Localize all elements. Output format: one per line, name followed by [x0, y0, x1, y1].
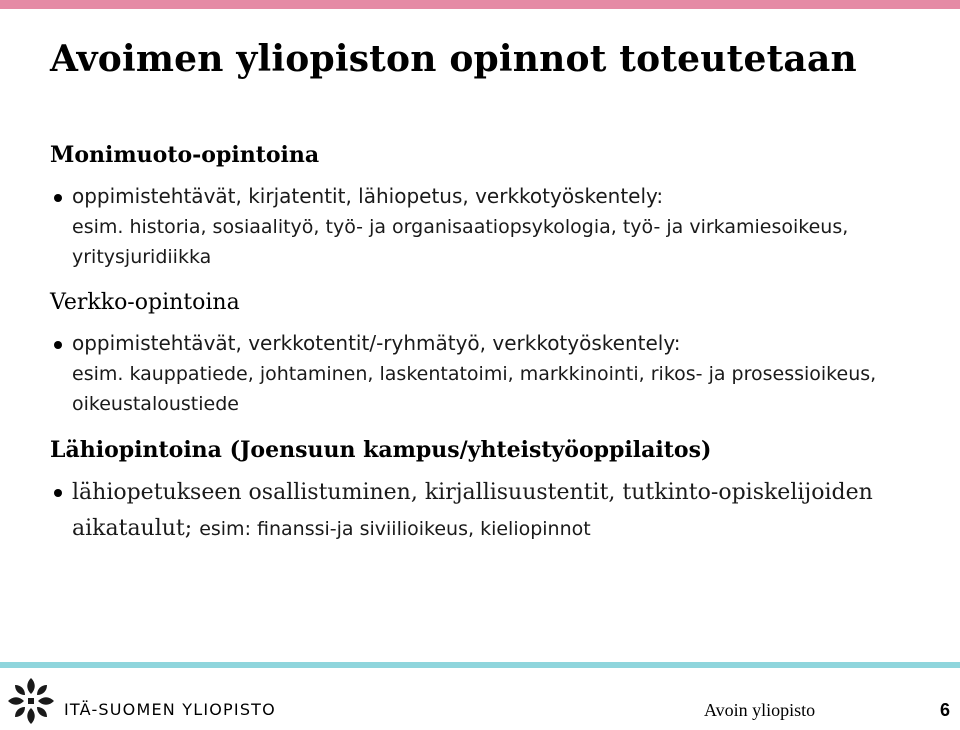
bullet-lahi [50, 475, 930, 547]
bullet-icon [54, 194, 62, 202]
section-heading-lahi: Lähiopintoina (Joensuun kampus/yhteistyöoppilaitos) [50, 437, 712, 463]
page-number: 6 [940, 700, 951, 720]
bullet-example-text: esim: finanssi-ja siviilioikeus, kieliopinnot [199, 518, 591, 540]
university-logo-icon [6, 676, 56, 726]
bullet-main-text: lähiopetukseen osallistuminen, kirjallisuustentit, tutkinto-opiskelijoiden aikataulut; [72, 480, 873, 541]
bullet-verkko [50, 327, 930, 419]
top-accent-bar [0, 0, 960, 9]
bullet-icon [54, 489, 62, 497]
bullet-monimuoto [50, 180, 930, 272]
bottom-accent-bar [0, 662, 960, 668]
section-heading-verkko: Verkko-opintoina [50, 290, 240, 315]
bullet-sub-text: esim. kauppatiede, johtaminen, laskentatoimi, markkinointi, rikos- ja prosessioikeus, oikeustaloustiede [72, 363, 877, 415]
slide-content [50, 142, 930, 547]
slide-title: Avoimen yliopiston opinnot toteutetaan [50, 38, 857, 80]
footer-label: Avoin yliopisto [704, 700, 816, 720]
bullet-lead-text: oppimistehtävät, verkkotentit/-ryhmätyö, verkkotyöskentely: [72, 331, 681, 355]
bullet-icon [54, 341, 62, 349]
section-heading-monimuoto: Monimuoto-opintoina [50, 142, 320, 168]
bullet-lead-text: oppimistehtävät, kirjatentit, lähiopetus, verkkotyöskentely: [72, 184, 664, 208]
bullet-sub-text: esim. historia, sosiaalityö, työ- ja organisaatiopsykologia, työ- ja virkamiesoikeus, yritysjuridiikka [72, 216, 849, 268]
university-name: ITÄ-SUOMEN YLIOPISTO [64, 700, 276, 719]
